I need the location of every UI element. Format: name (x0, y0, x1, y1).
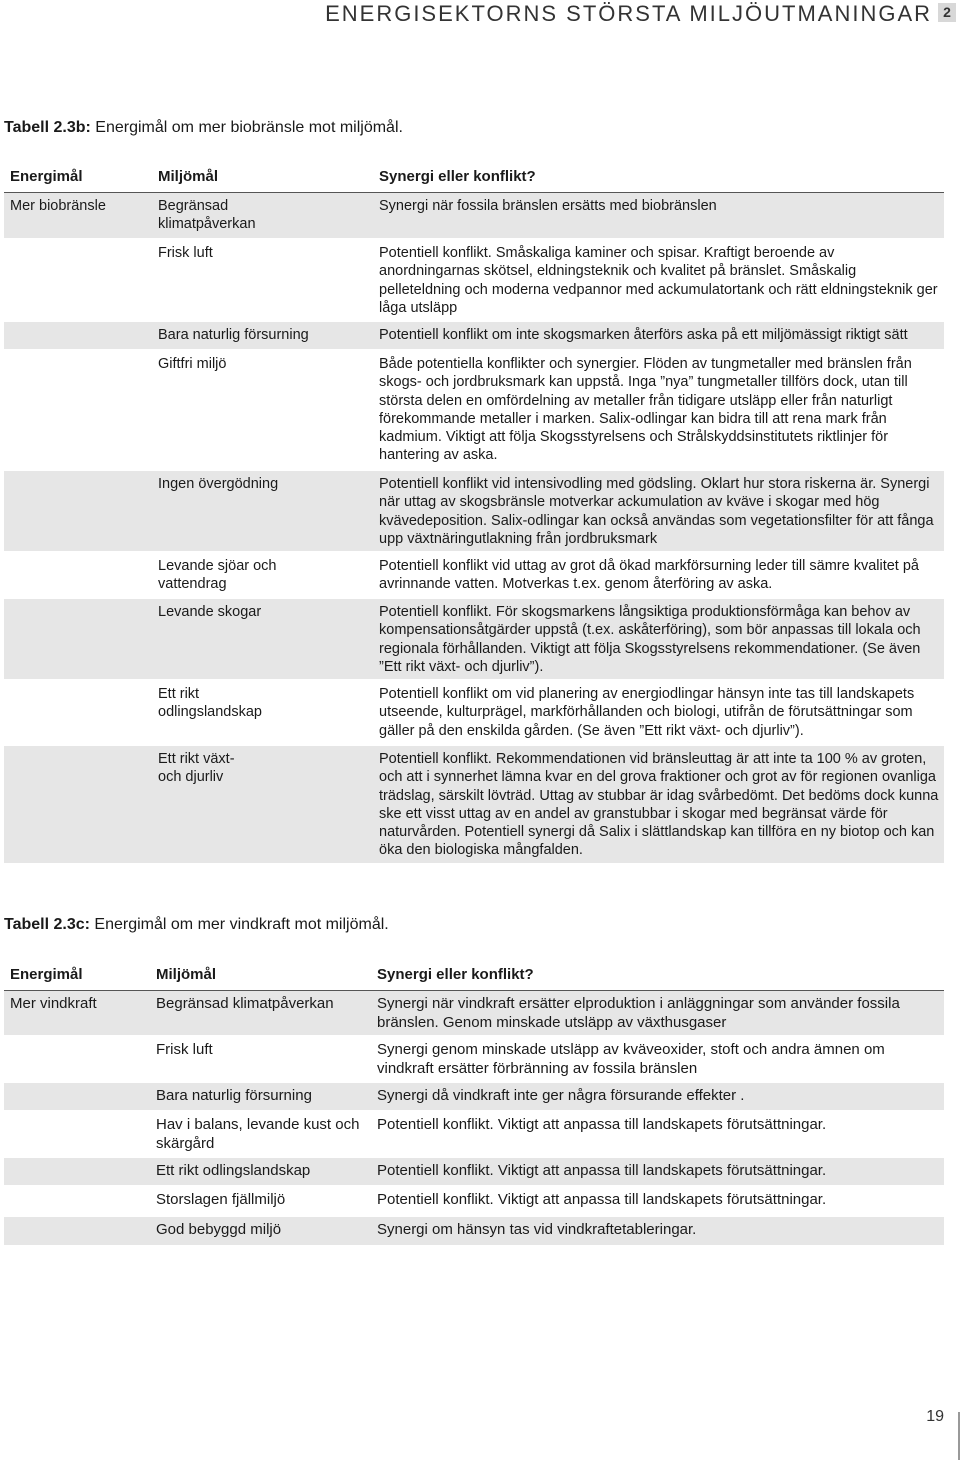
chapter-number-badge: 2 (938, 3, 956, 22)
header-synergy-conflict: Synergi eller konflikt? (377, 966, 534, 983)
assessment-cell: Synergi när fossila bränslen ersätts med biobränslen (379, 198, 717, 214)
table-b-title: Energimål om mer biobränsle mot miljömål. (95, 119, 403, 136)
table-row (4, 1035, 944, 1081)
page-header (0, 0, 960, 26)
environment-goal-cell: Ingen övergödning (158, 476, 279, 492)
table-b-label: Tabell 2.3b: (4, 119, 91, 136)
table-row (4, 320, 944, 349)
environment-goal-cell: Levande skogar (158, 604, 262, 620)
assessment-cell: Potentiell konflikt om vid planering av energiodlingar hänsyn inte tas till landskapets utseende, kulturprägel, markförhållanden och biologi, utifrån de förutsättningar som gäller på den enskilda gården. (Se även ”Ett rikt växt- och djurliv”). (379, 686, 915, 739)
environment-goal-cell: Levande sjöar och vattendrag (158, 558, 277, 593)
table-c-title: Energimål om mer vindkraft mot miljömål. (94, 916, 389, 933)
table-row (4, 469, 944, 551)
header-synergy-conflict: Synergi eller konflikt? (379, 168, 536, 185)
assessment-cell: Potentiell konflikt vid intensivodling med gödsling. Oklart hur stora riskerna är. Synergi när uttag av skogsbränsle motverkar ackumulation av kväve i skogar med hög kvävedeposition. Salix-odlingar kan också användas som vegetationsfilter för att fånga upp växtnäringutlakning från jordbruksmark (379, 476, 934, 547)
table-b (4, 168, 944, 863)
environment-goal-cell: Ett rikt växt- och djurliv (158, 751, 235, 786)
table-c-caption (4, 916, 389, 934)
assessment-cell: Synergi genom minskade utsläpp av kväveoxider, stoft och andra ämnen om vindkraft ersätter förbränning av fossila bränslen (377, 1041, 885, 1077)
assessment-cell: Synergi om hänsyn tas vid vindkraftetableringar. (377, 1221, 697, 1238)
assessment-cell: Synergi när vindkraft ersätter elproduktion i anläggningar som använder fossila bränslen. Genom minskade utsläpp av växthusgaser (377, 995, 900, 1031)
environment-goal-cell: Bara naturlig försurning (158, 327, 309, 343)
table-row (4, 1081, 944, 1110)
assessment-cell: Potentiell konflikt vid uttag av grot då ökad markförsurning leder till sämre kvalitet på avrinnande vatten. Motverkas t.ex. genom återföring av aska. (379, 558, 919, 593)
table-row (4, 991, 944, 1035)
environment-goal-cell: Storslagen fjällmiljö (156, 1191, 286, 1208)
header-energy-goal: Energimål (10, 966, 83, 983)
table-b-caption (4, 119, 403, 137)
environment-goal-cell: Frisk luft (158, 245, 213, 261)
environment-goal-cell: Frisk luft (156, 1041, 213, 1058)
header-environment-goal: Miljömål (156, 966, 217, 983)
table-c-header-row (4, 966, 944, 991)
header-environment-goal: Miljömål (158, 168, 219, 185)
energy-goal-cell: Mer biobränsle (10, 198, 106, 214)
assessment-cell: Potentiell konflikt. Viktigt att anpassa till landskapets förutsättningar. (377, 1162, 827, 1179)
table-row (4, 1215, 944, 1245)
environment-goal-cell: Hav i balans, levande kust och skärgård (156, 1116, 360, 1152)
table-row (4, 1185, 944, 1215)
assessment-cell: Potentiell konflikt. Viktigt att anpassa till landskapets förutsättningar. (377, 1191, 827, 1208)
assessment-cell: Potentiell konflikt. Småskaliga kaminer och spisar. Kraftigt beroende av anordningarnas skötsel, eldningsteknik och kvalitet på bränslet. Småskalig pelleteldning och moderna vedpannor med ackumulatortank och rätt eldningsteknik ger låga utsläpp (379, 245, 938, 316)
table-row (4, 1110, 944, 1156)
environment-goal-cell: Ett rikt odlingslandskap (156, 1162, 311, 1179)
assessment-cell: Både potentiella konflikter och synergier. Flöden av tungmetaller med bränslen från skogs- och jordbruksmark kan uppstå. Inga ”nya” tungmetaller tillförs dock, utan till största delen en omfördelning av metaller från tidigare utsläpp eller från naturligt förekommande metaller i marken. Salix-odlingar kan bidra till att rena mark från kadmium. Viktigt att följa Skogsstyrelsens och Strålskyddsinstitutets riktlinjer för hantering av aska. (379, 356, 912, 464)
environment-goal-cell: Bara naturlig försurning (156, 1087, 312, 1104)
assessment-cell: Potentiell konflikt. Rekommendationen vid bränsleuttag är att inte ta 100 % av groten, och att i synnerhet lämna kvar en del grova fraktioner och grot av för regionen ovanliga trädslag, särskilt lövträd. Uttag av stubbar är idag svårbedömt. Det bedöms dock kunna ske ett visst uttag av en andel av granstubbar i skogar med begränsat värde för naturvården. Potentiell synergi då Salix i slättlandskap kan tillföra en ny biotop och kan öka den biologiska mångfalden. (379, 751, 939, 859)
table-row (4, 744, 944, 863)
environment-goal-cell: Ett rikt odlingslandskap (158, 686, 262, 721)
environment-goal-cell: Begränsad klimatpåverkan (156, 995, 334, 1012)
table-row (4, 238, 944, 320)
chapter-title: ENERGISEKTORNS STÖRSTA MILJÖUTMANINGAR (325, 1, 932, 26)
table-row (4, 193, 944, 238)
header-energy-goal: Energimål (10, 168, 83, 185)
table-row (4, 679, 944, 744)
table-row (4, 349, 944, 469)
assessment-cell: Potentiell konflikt. Viktigt att anpassa till landskapets förutsättningar. (377, 1116, 827, 1133)
assessment-cell: Potentiell konflikt om inte skogsmarken återförs aska på ett miljömässigt riktigt sätt (379, 327, 908, 343)
environment-goal-cell: God bebyggd miljö (156, 1221, 282, 1238)
table-c (4, 966, 944, 1245)
table-b-header-row (4, 168, 944, 193)
assessment-cell: Potentiell konflikt. För skogsmarkens långsiktiga produktionsförmåga kan behov av kompensationsåtgärder uppstå (t.ex. askåterföring), som bör anpassas till lokala och regionala förhållanden. Viktigt att följa Skogsstyrelsens rekommendationer. (Se även ”Ett rikt växt- och djurliv”). (379, 604, 921, 675)
assessment-cell: Synergi då vindkraft inte ger några försurande effekter . (377, 1087, 745, 1104)
table-c-label: Tabell 2.3c: (4, 916, 90, 933)
page-number: 19 (926, 1408, 944, 1425)
table-row (4, 551, 944, 597)
environment-goal-cell: Begränsad klimatpåverkan (158, 198, 256, 233)
table-row (4, 597, 944, 679)
environment-goal-cell: Giftfri miljö (158, 356, 227, 372)
energy-goal-cell: Mer vindkraft (10, 995, 97, 1012)
table-row (4, 1156, 944, 1185)
